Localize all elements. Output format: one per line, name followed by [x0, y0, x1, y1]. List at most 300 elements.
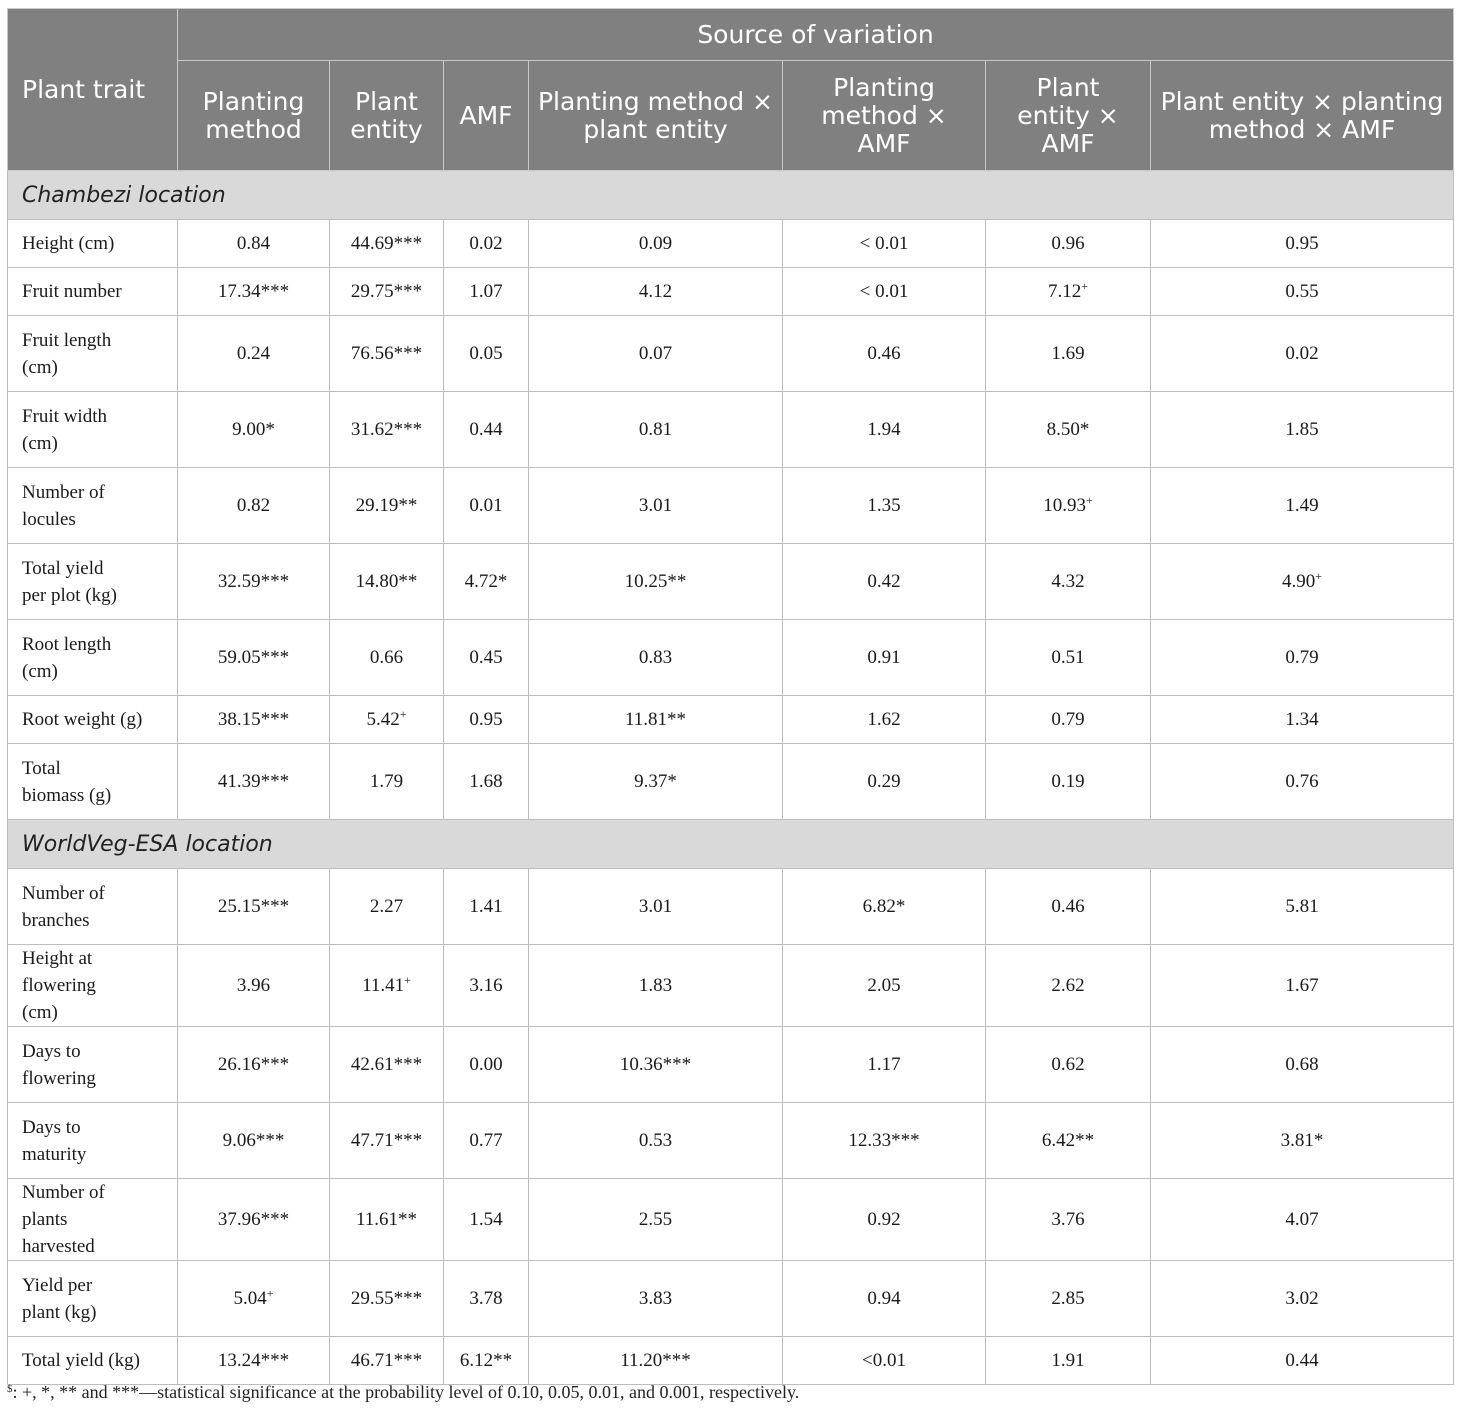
f-value: 1.41 [469, 896, 503, 917]
f-value: 0.05 [469, 343, 503, 364]
value-cell [330, 544, 444, 620]
f-value: 0.02 [469, 233, 503, 254]
table-row [8, 696, 1454, 744]
significance-mark: *** [260, 896, 290, 917]
value-cell [444, 620, 529, 696]
f-value: 0.77 [469, 1130, 503, 1151]
f-value: 0.00 [469, 1054, 503, 1075]
trait-label: Height (cm) [22, 233, 115, 254]
f-value: 26.16 [217, 1054, 261, 1075]
table-row [8, 1103, 1454, 1179]
f-value: 0.95 [1285, 233, 1319, 254]
section-row [8, 820, 1454, 869]
section-row [8, 171, 1454, 220]
value-cell [783, 468, 986, 544]
trait-label: Number of locules [22, 481, 105, 530]
significance-mark: *** [260, 1054, 290, 1075]
f-value: 0.02 [1285, 343, 1319, 364]
f-value: 13.24 [217, 1350, 261, 1371]
value-cell [986, 869, 1151, 945]
value-cell [529, 316, 783, 392]
significance-mark: *** [260, 771, 290, 792]
trait-cell [8, 1103, 178, 1179]
value-cell [529, 945, 783, 1027]
f-value: 0.68 [1285, 1054, 1319, 1075]
significance-mark: *** [393, 281, 423, 302]
value-cell [1151, 945, 1454, 1027]
section-title: WorldVeg-ESA location [8, 820, 1454, 869]
f-value: 47.71 [350, 1130, 394, 1151]
f-value: 0.19 [1051, 771, 1085, 792]
significance-mark: * [667, 771, 677, 792]
value-cell [1151, 744, 1454, 820]
f-value: 0.55 [1285, 281, 1319, 302]
f-value: 0.44 [469, 419, 503, 440]
significance-mark: ** [398, 495, 418, 516]
significance-mark: *** [393, 1054, 423, 1075]
trait-cell [8, 1027, 178, 1103]
f-value: 3.02 [1285, 1288, 1319, 1309]
value-cell [330, 696, 444, 744]
value-cell [986, 544, 1151, 620]
value-cell [529, 620, 783, 696]
value-cell [444, 316, 529, 392]
f-value: 4.07 [1285, 1209, 1319, 1230]
significance-mark: + [1085, 493, 1093, 507]
f-value: < 0.01 [859, 281, 909, 302]
significance-mark: *** [393, 343, 423, 364]
f-value: 9.06 [222, 1130, 256, 1151]
significance-mark: * [265, 419, 275, 440]
f-value: 8.50 [1046, 419, 1080, 440]
value-cell [330, 468, 444, 544]
value-cell [783, 696, 986, 744]
table-row [8, 869, 1454, 945]
significance-mark: ** [398, 1209, 418, 1230]
f-value: 1.17 [867, 1054, 901, 1075]
f-value: 0.84 [236, 233, 271, 254]
value-cell [986, 1337, 1151, 1385]
table-row [8, 1179, 1454, 1261]
table-row [8, 744, 1454, 820]
f-value: 10.25 [624, 571, 668, 592]
f-value: 29.19 [355, 495, 399, 516]
significance-mark: ** [667, 571, 687, 592]
col-plant-entity: Plant entity [330, 61, 444, 171]
trait-label: Yield per plant (kg) [22, 1274, 97, 1323]
f-value: 0.92 [867, 1209, 901, 1230]
f-value: 1.79 [369, 771, 404, 792]
trait-cell [8, 744, 178, 820]
table-row [8, 392, 1454, 468]
trait-cell [8, 1337, 178, 1385]
f-value: 3.96 [236, 975, 271, 996]
trait-label: Root length (cm) [22, 633, 112, 682]
value-cell [986, 1179, 1151, 1261]
value-cell [986, 1027, 1151, 1103]
f-value: 11.61 [355, 1209, 399, 1230]
value-cell [529, 1027, 783, 1103]
value-cell [783, 1027, 986, 1103]
f-value: 1.83 [638, 975, 673, 996]
f-value: 2.62 [1051, 975, 1085, 996]
f-value: 1.54 [469, 1209, 503, 1230]
value-cell [529, 468, 783, 544]
f-value: 0.44 [1285, 1350, 1319, 1371]
f-value: 1.62 [867, 709, 901, 730]
f-value: 29.55 [350, 1288, 394, 1309]
f-value: <0.01 [862, 1350, 906, 1371]
f-value: 1.69 [1051, 343, 1085, 364]
trait-label: Fruit width (cm) [22, 405, 107, 454]
value-cell [529, 1103, 783, 1179]
trait-cell [8, 220, 178, 268]
significance-mark: + [399, 707, 407, 721]
value-cell [783, 1337, 986, 1385]
f-value: 3.83 [638, 1288, 673, 1309]
value-cell [178, 945, 330, 1027]
f-value: 14.80 [355, 571, 399, 592]
value-cell [444, 268, 529, 316]
f-value: 4.12 [638, 281, 673, 302]
f-value: 5.81 [1285, 896, 1319, 917]
f-value: 41.39 [217, 771, 261, 792]
significance-mark: *** [891, 1130, 920, 1151]
f-value: 4.90 [1282, 571, 1316, 592]
value-cell [178, 1027, 330, 1103]
value-cell [783, 316, 986, 392]
f-value: 6.82 [862, 896, 896, 917]
value-cell [330, 220, 444, 268]
f-value: 7.12 [1047, 281, 1082, 302]
value-cell [444, 696, 529, 744]
value-cell [330, 1179, 444, 1261]
trait-cell [8, 696, 178, 744]
f-value: 0.62 [1051, 1054, 1085, 1075]
f-value: 11.41 [362, 975, 405, 996]
trait-label: Total yield (kg) [22, 1350, 140, 1371]
value-cell [986, 316, 1151, 392]
value-cell [986, 696, 1151, 744]
f-value: 37.96 [217, 1209, 261, 1230]
significance-mark: + [404, 973, 411, 987]
value-cell [986, 220, 1151, 268]
value-cell [178, 268, 330, 316]
f-value: 0.94 [867, 1288, 901, 1309]
f-value: 0.46 [867, 343, 901, 364]
significance-mark: * [1313, 1130, 1324, 1151]
f-value: 3.81 [1280, 1130, 1314, 1151]
significance-mark: *** [393, 419, 423, 440]
trait-label: Days to flowering [22, 1040, 96, 1089]
f-value: 1.49 [1285, 495, 1319, 516]
trait-cell [8, 620, 178, 696]
value-cell [178, 544, 330, 620]
value-cell [1151, 620, 1454, 696]
significance-mark: *** [393, 1288, 423, 1309]
f-value: 0.76 [1285, 771, 1319, 792]
trait-cell [8, 544, 178, 620]
value-cell [444, 220, 529, 268]
value-cell [444, 1103, 529, 1179]
f-value: 3.76 [1051, 1209, 1085, 1230]
f-value: 1.85 [1285, 419, 1319, 440]
f-value: 17.34 [217, 281, 261, 302]
value-cell [783, 1179, 986, 1261]
f-value: 3.16 [469, 975, 503, 996]
f-value: 25.15 [217, 896, 261, 917]
f-value: 0.83 [638, 647, 673, 668]
value-cell [444, 392, 529, 468]
f-value: 0.07 [638, 343, 673, 364]
f-value: 0.79 [1285, 647, 1319, 668]
value-cell [330, 620, 444, 696]
value-cell [986, 1261, 1151, 1337]
significance-mark: *** [662, 1350, 691, 1371]
table-row [8, 544, 1454, 620]
f-value: 3.01 [638, 495, 673, 516]
f-value: 6.42 [1041, 1130, 1076, 1151]
value-cell [178, 1103, 330, 1179]
f-value: 11.20 [620, 1350, 663, 1371]
value-cell [529, 696, 783, 744]
trait-label: Total yield per plot (kg) [22, 557, 117, 606]
value-cell [444, 869, 529, 945]
value-cell [783, 869, 986, 945]
source-of-variation-header: Source of variation [178, 9, 1454, 61]
f-value: 9.37 [634, 771, 668, 792]
f-value: 1.68 [469, 771, 503, 792]
f-value: 0.46 [1051, 896, 1085, 917]
value-cell [444, 1179, 529, 1261]
f-value: 2.55 [638, 1209, 673, 1230]
value-cell [330, 945, 444, 1027]
significance-mark: *** [260, 1209, 290, 1230]
value-cell [1151, 1261, 1454, 1337]
value-cell [178, 1261, 330, 1337]
trait-cell [8, 945, 178, 1027]
f-value: 0.81 [638, 419, 673, 440]
table-row [8, 620, 1454, 696]
f-value: 0.29 [867, 771, 901, 792]
value-cell [1151, 392, 1454, 468]
trait-label: Total biomass (g) [22, 757, 112, 806]
footnote-text: : +, *, ** and ***—statistical significance at the probability level of 0.10, 0.05, 0.01, and 0.001, respectively. [12, 1382, 800, 1402]
value-cell [783, 620, 986, 696]
value-cell [1151, 1027, 1454, 1103]
value-cell [178, 1179, 330, 1261]
value-cell [178, 316, 330, 392]
value-cell [783, 1261, 986, 1337]
significance-mark: *** [255, 1130, 285, 1151]
plant-trait-header: Plant trait [8, 9, 178, 171]
f-value: 0.79 [1051, 709, 1085, 730]
table-row [8, 268, 1454, 316]
value-cell [178, 744, 330, 820]
trait-label: Fruit length (cm) [22, 329, 112, 378]
value-cell [444, 544, 529, 620]
trait-label: Height at flowering (cm) [22, 948, 96, 1023]
value-cell [783, 392, 986, 468]
f-value: 1.91 [1051, 1350, 1085, 1371]
significance-mark: * [895, 896, 906, 917]
f-value: 42.61 [350, 1054, 394, 1075]
value-cell [529, 1261, 783, 1337]
value-cell [529, 544, 783, 620]
value-cell [783, 544, 986, 620]
value-cell [783, 744, 986, 820]
significance-mark: ** [1075, 1130, 1095, 1151]
f-value: < 0.01 [859, 233, 909, 254]
f-value: 0.95 [469, 709, 503, 730]
significance-mark: *** [393, 233, 423, 254]
trait-label: Fruit number [22, 281, 122, 302]
section-title: Chambezi location [8, 171, 1454, 220]
value-cell [330, 316, 444, 392]
value-cell [330, 744, 444, 820]
f-value: 9.00 [232, 419, 266, 440]
value-cell [986, 620, 1151, 696]
value-cell [178, 620, 330, 696]
f-value: 4.32 [1051, 571, 1085, 592]
value-cell [1151, 1103, 1454, 1179]
f-value: 1.94 [867, 419, 901, 440]
f-value: 59.05 [217, 647, 261, 668]
trait-cell [8, 316, 178, 392]
f-value: 0.45 [469, 647, 503, 668]
value-cell [1151, 468, 1454, 544]
value-cell [986, 945, 1151, 1027]
f-value: 1.34 [1285, 709, 1319, 730]
f-value: 3.01 [638, 896, 673, 917]
value-cell [330, 869, 444, 945]
value-cell [1151, 544, 1454, 620]
trait-cell [8, 1179, 178, 1261]
f-value: 46.71 [350, 1350, 394, 1371]
value-cell [529, 744, 783, 820]
value-cell [444, 945, 529, 1027]
value-cell [986, 1103, 1151, 1179]
significance-mark: + [1315, 569, 1323, 583]
value-cell [783, 945, 986, 1027]
footnote [7, 1382, 799, 1403]
value-cell [529, 1337, 783, 1385]
f-value: 0.66 [369, 647, 404, 668]
trait-cell [8, 468, 178, 544]
f-value: 0.24 [236, 343, 271, 364]
value-cell [444, 1337, 529, 1385]
value-cell [529, 268, 783, 316]
f-value: 12.33 [848, 1130, 892, 1151]
trait-label: Number of branches [22, 882, 105, 931]
value-cell [1151, 1179, 1454, 1261]
significance-mark: *** [260, 571, 290, 592]
value-cell [986, 268, 1151, 316]
f-value: 0.82 [236, 495, 271, 516]
value-cell [330, 392, 444, 468]
f-value: 1.07 [469, 281, 503, 302]
trait-cell [8, 1261, 178, 1337]
value-cell [178, 1337, 330, 1385]
value-cell [986, 744, 1151, 820]
col-planting-method-x-plant-entity: Planting method × plant entity [529, 61, 783, 171]
f-value: 44.69 [350, 233, 394, 254]
significance-mark: *** [260, 647, 290, 668]
value-cell [444, 1027, 529, 1103]
value-cell [1151, 1337, 1454, 1385]
f-value: 6.12 [459, 1350, 494, 1371]
trait-cell [8, 268, 178, 316]
value-cell [529, 1179, 783, 1261]
f-value: 0.42 [867, 571, 901, 592]
col-planting-method-x-amf: Planting method × AMF [783, 61, 986, 171]
value-cell [783, 1103, 986, 1179]
f-value: 0.53 [638, 1130, 673, 1151]
f-value: 76.56 [350, 343, 394, 364]
value-cell [986, 468, 1151, 544]
anova-table-container [7, 8, 1453, 1385]
f-value: 11.81 [624, 709, 668, 730]
significance-mark: * [497, 571, 508, 592]
trait-label: Number of plants harvested [22, 1182, 105, 1257]
significance-mark: ** [398, 571, 418, 592]
significance-mark: *** [393, 1350, 423, 1371]
value-cell [529, 869, 783, 945]
significance-mark: *** [393, 1130, 423, 1151]
value-cell [1151, 869, 1454, 945]
f-value: 0.51 [1051, 647, 1085, 668]
f-value: 31.62 [350, 419, 394, 440]
value-cell [529, 392, 783, 468]
value-cell [1151, 316, 1454, 392]
footnote-mark: $ [7, 1383, 13, 1395]
col-plant-entity-x-amf: Plant entity × AMF [986, 61, 1151, 171]
value-cell [1151, 268, 1454, 316]
significance-mark: + [1081, 279, 1089, 293]
f-value: 0.09 [638, 233, 673, 254]
value-cell [178, 869, 330, 945]
table-row [8, 1337, 1454, 1385]
significance-mark: *** [260, 709, 290, 730]
value-cell [330, 1103, 444, 1179]
value-cell [178, 220, 330, 268]
f-value: 4.72 [464, 571, 498, 592]
value-cell [178, 696, 330, 744]
value-cell [444, 468, 529, 544]
f-value: 2.05 [867, 975, 901, 996]
value-cell [330, 268, 444, 316]
value-cell [1151, 696, 1454, 744]
value-cell [783, 268, 986, 316]
value-cell [178, 392, 330, 468]
f-value: 38.15 [217, 709, 261, 730]
f-value: 10.36 [619, 1054, 663, 1075]
table-row [8, 945, 1454, 1027]
f-value: 3.78 [469, 1288, 503, 1309]
f-value: 5.42 [366, 709, 400, 730]
value-cell [444, 1261, 529, 1337]
table-row [8, 316, 1454, 392]
f-value: 29.75 [350, 281, 394, 302]
f-value: 0.01 [469, 495, 503, 516]
value-cell [330, 1261, 444, 1337]
f-value: 0.96 [1051, 233, 1085, 254]
f-value: 2.27 [369, 896, 404, 917]
f-value: 32.59 [217, 571, 261, 592]
col-three-way-interaction: Plant entity × planting method × AMF [1151, 61, 1454, 171]
value-cell [330, 1027, 444, 1103]
col-planting-method: Planting method [178, 61, 330, 171]
